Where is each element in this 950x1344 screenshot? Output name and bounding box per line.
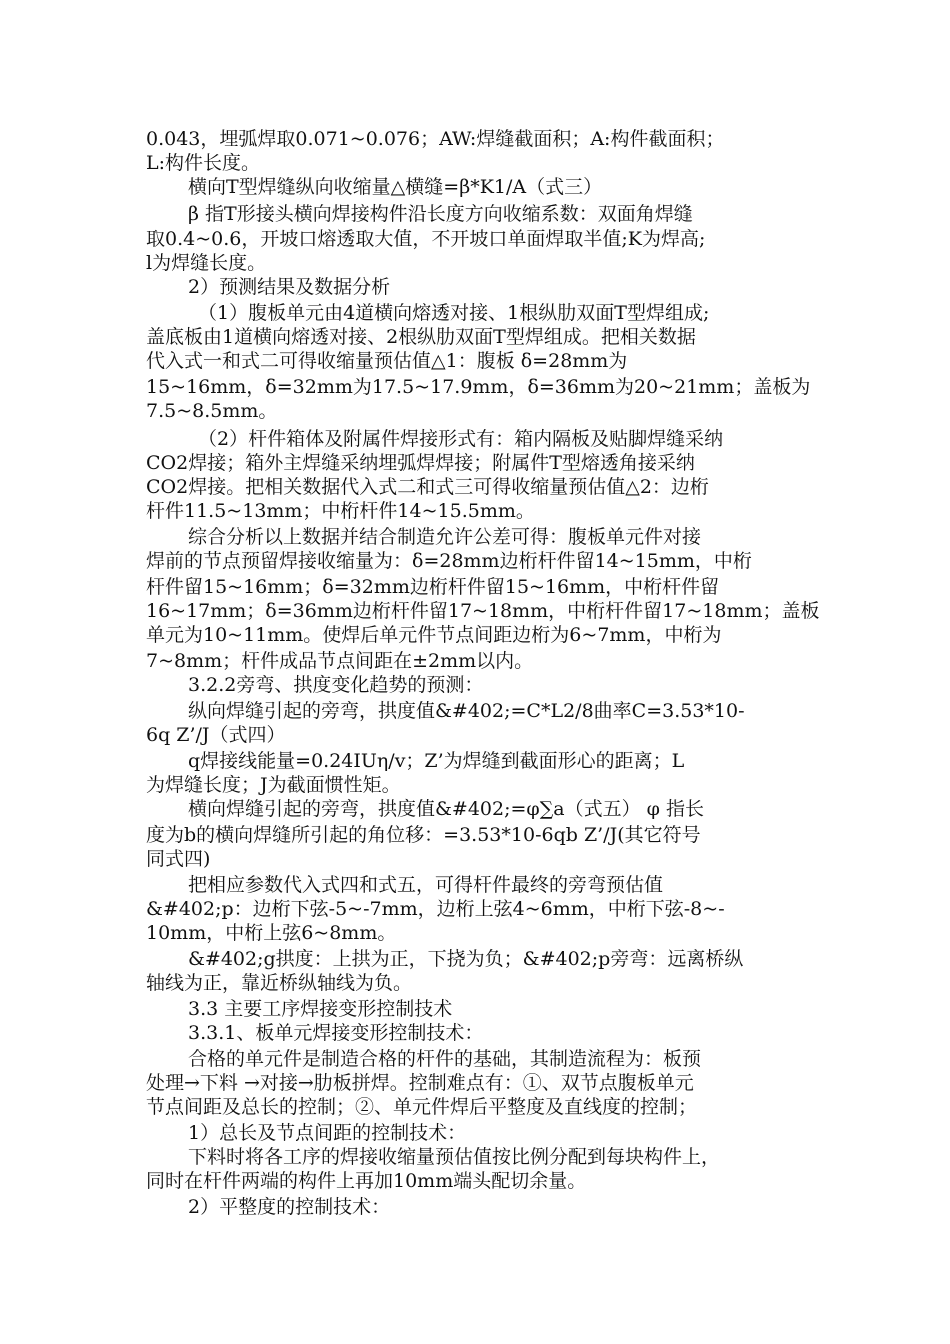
text-line: CO2焊接。把相关数据代入式二和式三可得收缩量预估值△2：边桁	[146, 476, 709, 498]
text-line: 杆件11.5~13mm；中桁杆件14~15.5mm。	[146, 500, 535, 522]
text-line: β 指T形接头横向焊接构件沿长度方向收缩系数：双面角焊缝	[188, 203, 693, 225]
text-line: 节点间距及总长的控制；②、单元件焊后平整度及直线度的控制；	[146, 1096, 698, 1118]
text-line: &#402;p：边桁下弦-5~-7mm，边桁上弦4~6mm，中桁下弦-8~-	[146, 898, 725, 920]
text-line: q焊接线能量=0.24IUη/v；Z’为焊缝到截面形心的距离；L	[188, 750, 685, 772]
text-line: 3.3 主要工序焊接变形控制技术	[188, 998, 453, 1020]
text-line: 取0.4~0.6，开坡口熔透取大值，不开坡口单面焊取半值;K为焊高;	[146, 228, 706, 250]
text-line: 盖底板由1道横向熔透对接、2根纵肋双面T型焊组成。把相关数据	[146, 326, 696, 348]
text-line: 6q Z’/J（式四）	[146, 724, 286, 746]
text-line: 合格的单元件是制造合格的杆件的基础，其制造流程为：板预	[188, 1048, 702, 1070]
text-line: 度为b的横向焊缝所引起的角位移：=3.53*10-6qb Z’/J(其它符号	[146, 824, 701, 846]
text-line: （2）杆件箱体及附属件焊接形式有：箱内隔板及贴脚焊缝采纳	[198, 428, 724, 450]
text-line: 10mm，中桁上弦6~8mm。	[146, 922, 397, 944]
text-line: 代入式一和式二可得收缩量预估值△1：腹板 δ=28mm为	[146, 350, 628, 372]
text-line: 轴线为正，靠近桥纵轴线为负。	[146, 972, 413, 994]
text-line: 处理→下料 →对接→肋板拼焊。控制难点有：①、双节点腹板单元	[146, 1072, 694, 1094]
text-line: &#402;g拱度：上拱为正，下挠为负；&#402;p旁弯：远离桥纵	[188, 948, 744, 970]
text-line: 焊前的节点预留焊接收缩量为：δ=28mm边桁杆件留14~15mm，中桁	[146, 550, 752, 572]
text-line: 为焊缝长度；J为截面惯性矩。	[146, 774, 401, 796]
text-line: 杆件留15~16mm；δ=32mm边桁杆件留15~16mm，中桁杆件留	[146, 576, 720, 598]
text-line: 3.3.1、板单元焊接变形控制技术：	[188, 1022, 484, 1044]
text-line: 综合分析以上数据并结合制造允许公差可得：腹板单元件对接	[188, 526, 702, 548]
text-line: 2）平整度的控制技术：	[188, 1196, 391, 1218]
text-line: 同式四)	[146, 848, 211, 870]
text-line: 下料时将各工序的焊接收缩量预估值按比例分配到每块构件上，	[188, 1146, 721, 1168]
text-line: 纵向焊缝引起的旁弯，拱度值&#402;=C*L2/8曲率C=3.53*10-	[188, 700, 745, 722]
text-line: CO2焊接；箱外主焊缝采纳埋弧焊焊接；附属件T型熔透角接采纳	[146, 452, 695, 474]
text-line: 同时在杆件两端的构件上再加10mm端头配切余量。	[146, 1170, 587, 1192]
text-line: 15~16mm，δ=32mm为17.5~17.9mm，δ=36mm为20~21mm；盖板为	[146, 376, 811, 398]
text-line: l为焊缝长度。	[146, 252, 267, 274]
text-line: 0.043，埋弧焊取0.071~0.076；AW:焊缝截面积；A:构件截面积；	[146, 128, 725, 150]
text-line: 16~17mm；δ=36mm边桁杆件留17~18mm，中桁杆件留17~18mm；盖板	[146, 600, 820, 622]
text-line: 2）预测结果及数据分析	[188, 276, 391, 298]
text-line: 单元为10~11mm。使焊后单元件节点间距边桁为6~7mm，中桁为	[146, 624, 722, 646]
text-line: （1）腹板单元由4道横向熔透对接、1根纵肋双面T型焊组成;	[198, 302, 710, 324]
text-line: 横向T型焊缝纵向收缩量△横缝=β*K1/A（式三）	[188, 176, 603, 198]
text-line: L:构件长度。	[146, 152, 261, 174]
text-line: 3.2.2旁弯、拱度变化趋势的预测：	[188, 674, 484, 696]
text-line: 7.5~8.5mm。	[146, 400, 278, 422]
text-line: 横向焊缝引起的旁弯，拱度值&#402;=φ∑a（式五） φ 指长	[188, 798, 704, 820]
text-line: 把相应参数代入式四和式五，可得杆件最终的旁弯预估值	[188, 874, 664, 896]
text-line: 1）总长及节点间距的控制技术：	[188, 1122, 467, 1144]
text-line: 7~8mm；杆件成品节点间距在±2mm以内。	[146, 650, 534, 672]
